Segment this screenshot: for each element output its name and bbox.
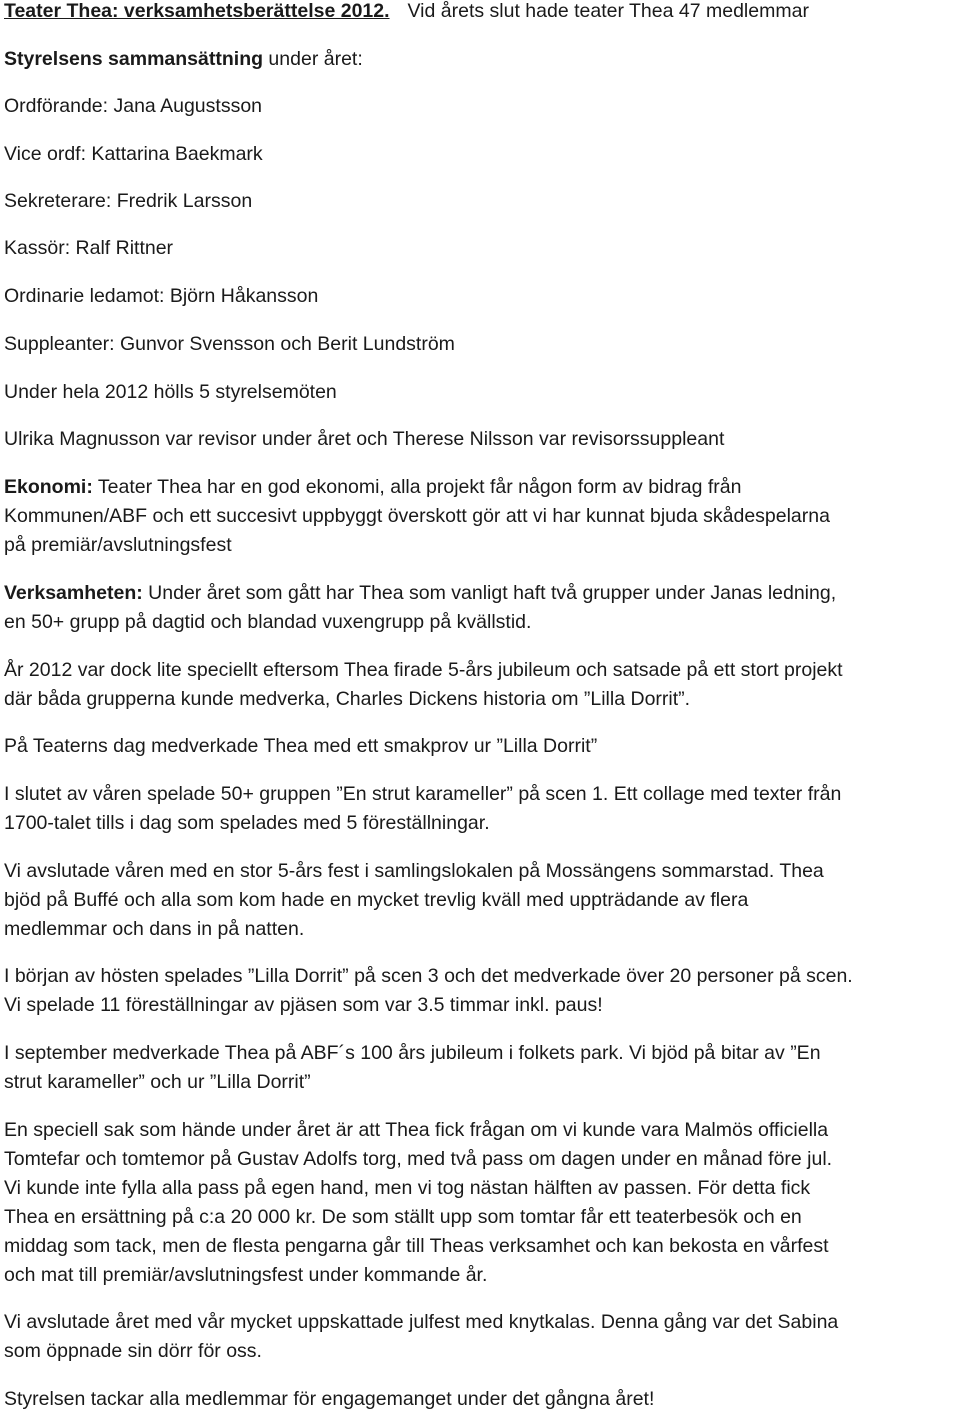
paragraph-christmas-line-2: som öppnade sin dörr för oss. — [4, 1340, 262, 1362]
paragraph-santa-line-5: middag som tack, men de flesta pengarna går till Theas verksamhet och kan bekosta en vårfest — [4, 1235, 829, 1257]
paragraph-christmas-line-1: Vi avslutade året med vår mycket uppskattade julfest med knytkalas. Denna gång var det Sabina — [4, 1311, 839, 1333]
paragraph-fest-line-2: bjöd på Buffé och alla som kom hade en mycket trevlig kväll med uppträdande av flera — [4, 889, 749, 911]
paragraph-jubilee-line-1: År 2012 var dock lite speciellt eftersom Thea firade 5-års jubileum och satsade på ett stort projekt — [4, 659, 843, 681]
economy-text: Teater Thea har en god ekonomi, alla projekt får någon form av bidrag från — [92, 476, 742, 498]
title-line — [4, 0, 809, 26]
paragraph-santa-line-4: Thea en ersättning på c:a 20 000 kr. De som ställt upp som tomtar får ett teaterbesök och en — [4, 1206, 802, 1228]
board-heading-suffix: under året: — [263, 48, 363, 70]
board-chair: Ordförande: Jana Augustsson — [4, 95, 263, 117]
activities-text: Under året som gått har Thea som vanligt haft två grupper under Janas ledning, — [142, 582, 837, 604]
paragraph-santa-line-3: Vi kunde inte fylla alla pass på egen hand, men vi tog nästan hälften av passen. För detta fick — [4, 1177, 811, 1199]
board-heading: Styrelsens sammansättning — [4, 48, 264, 70]
member-count-note: Vid årets slut hade teater Thea 47 medlemmar — [407, 0, 809, 22]
paragraph-autumn-line-1: I början av hösten spelades ”Lilla Dorrit” på scen 3 och det medverkade över 20 personer på scen. — [4, 965, 853, 987]
paragraph-spring-line-2: 1700-talet tills i dag som spelades med 5 föreställningar. — [4, 812, 490, 834]
board-meetings: Under hela 2012 hölls 5 styrelsemöten — [4, 381, 337, 403]
paragraph-september-line-2: strut karameller” och ur ”Lilla Dorrit” — [4, 1071, 311, 1093]
closing-thanks: Styrelsen tackar alla medlemmar för engagemanget under det gångna året! — [4, 1388, 655, 1410]
activities-line-2: en 50+ grupp på dagtid och blandad vuxengrupp på kvällstid. — [4, 611, 532, 633]
paragraph-fest-line-3: medlemmar och dans in på natten. — [4, 918, 305, 940]
board-heading-line — [4, 45, 363, 74]
board-vice-chair: Vice ordf: Kattarina Baekmark — [4, 143, 263, 165]
paragraph-september-line-1: I september medverkade Thea på ABF´s 100 års jubileum i folkets park. Vi bjöd på bitar av ”En — [4, 1042, 821, 1064]
board-member: Ordinarie ledamot: Björn Håkansson — [4, 285, 319, 307]
paragraph-santa-line-2: Tomtefar och tomtemor på Gustav Adolfs torg, med två pass om dagen under en månad före jul. — [4, 1148, 833, 1170]
paragraph-theatre-day: På Teaterns dag medverkade Thea med ett smakprov ur ”Lilla Dorrit” — [4, 735, 598, 757]
board-auditors: Ulrika Magnusson var revisor under året och Therese Nilsson var revisorssuppleant — [4, 428, 725, 450]
paragraph-santa-line-6: och mat till premiär/avslutningsfest under kommande år. — [4, 1264, 488, 1286]
activities-label: Verksamheten: — [4, 582, 143, 604]
document-title: Teater Thea: verksamhetsberättelse 2012. — [4, 0, 390, 22]
paragraph-autumn-line-2: Vi spelade 11 föreställningar av pjäsen som var 3.5 timmar inkl. paus! — [4, 994, 603, 1016]
economy-line-1 — [4, 473, 741, 502]
board-secretary: Sekreterare: Fredrik Larsson — [4, 190, 253, 212]
paragraph-jubilee-line-2: där båda grupperna kunde medverka, Charles Dickens historia om ”Lilla Dorrit”. — [4, 688, 691, 710]
paragraph-fest-line-1: Vi avslutade våren med en stor 5-års fest i samlingslokalen på Mossängens sommarstad. Thea — [4, 860, 824, 882]
economy-line-3: på premiär/avslutningsfest — [4, 534, 232, 556]
board-deputies: Suppleanter: Gunvor Svensson och Berit Lundström — [4, 333, 455, 355]
board-treasurer: Kassör: Ralf Rittner — [4, 237, 174, 259]
economy-line-2: Kommunen/ABF och ett succesivt uppbyggt överskott gör att vi har kunnat bjuda skådespelarna — [4, 505, 830, 527]
paragraph-spring-line-1: I slutet av våren spelade 50+ gruppen ”En strut karameller” på scen 1. Ett collage med texter från — [4, 783, 842, 805]
paragraph-santa-line-1: En speciell sak som hände under året är att Thea fick frågan om vi kunde vara Malmös officiella — [4, 1119, 829, 1141]
activities-line-1 — [4, 579, 836, 608]
economy-label: Ekonomi: — [4, 476, 93, 498]
